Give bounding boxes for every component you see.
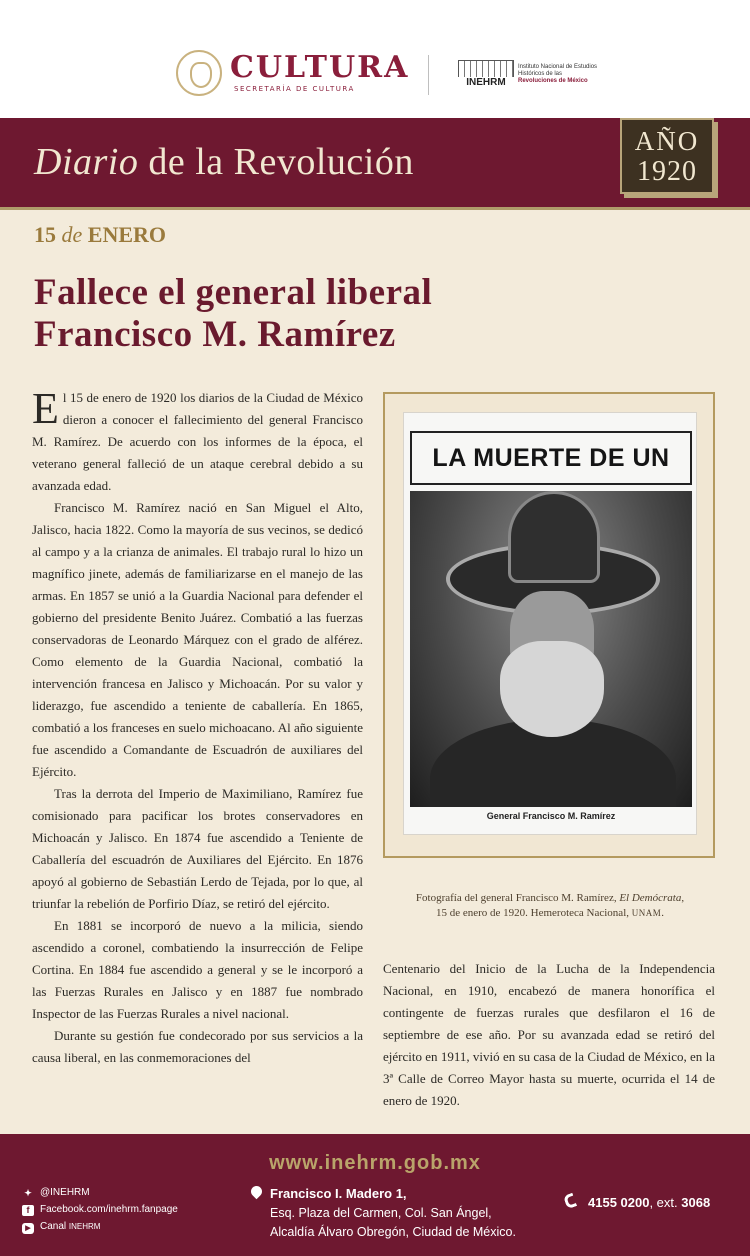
youtube-prefix: Canal bbox=[40, 1221, 69, 1232]
phone-main: 4155 0200 bbox=[588, 1195, 650, 1210]
general-portrait-image bbox=[410, 491, 692, 807]
article-paragraph: En 1881 se incorporó de nuevo a la milicia, siendo ascendido a coronel, combatiendo la insurrección de Felipe Cortina. En 1884 fue ascendido a general y se le incorporó a las Fuerzas Rurales en Jalisco y en 1887 fue nombrado Inspector de las Fuerzas Rurales a nivel nacional. bbox=[32, 918, 363, 1021]
youtube-link[interactable] bbox=[22, 1220, 100, 1234]
caption-end: . bbox=[661, 907, 665, 919]
facebook-link[interactable] bbox=[22, 1203, 178, 1217]
youtube-icon: ▶ bbox=[22, 1223, 34, 1234]
cultura-subtitle: SECRETARÍA DE CULTURA bbox=[234, 85, 355, 93]
article-column-right bbox=[383, 958, 715, 1112]
year-value: 1920 bbox=[637, 156, 697, 187]
date-day: 15 bbox=[34, 222, 56, 247]
drop-cap: E bbox=[32, 384, 59, 433]
youtube-channel: INEHRM bbox=[68, 1222, 101, 1231]
cultura-logo-text[interactable]: CULTURA bbox=[230, 50, 410, 85]
year-label: AÑO bbox=[634, 126, 700, 156]
inehrm-description bbox=[518, 64, 598, 85]
newspaper-photo[interactable] bbox=[403, 412, 697, 835]
newspaper-photo-caption: General Francisco M. Ramírez bbox=[486, 811, 616, 821]
article-paragraph: Durante su gestión fue condecorado por sus servicios a la causa liberal, en las conmemoraciones del bbox=[32, 1028, 363, 1065]
newspaper-headline: LA MUERTE DE UN bbox=[410, 431, 692, 485]
article-date bbox=[34, 222, 166, 248]
twitter-handle: @INEHRM bbox=[40, 1187, 90, 1198]
facebook-url: Facebook.com/inehrm.fanpage bbox=[40, 1204, 178, 1215]
date-de: de bbox=[61, 222, 83, 247]
inehrm-desc-line1: Instituto Nacional de Estudios Históricos de las bbox=[518, 64, 598, 77]
year-badge bbox=[620, 118, 714, 194]
photo-caption bbox=[392, 891, 708, 921]
series-title-rest: de la Revolución bbox=[138, 141, 414, 183]
portrait-beard bbox=[500, 641, 604, 737]
caption-part1: Fotografía del general Francisco M. Ramírez, bbox=[415, 892, 620, 904]
phone-ext: 3068 bbox=[681, 1195, 711, 1210]
article-paragraph: Tras la derrota del Imperio de Maximiliano, Ramírez fue comisionado para pacificar los brotes conservadores en Michoacán y Jalisco. En 1874 fue ascendido a Teniente de Caballería del escuadrón de Auxiliares del Ejército. En 1876 apoyó al gobierno de Sebastián Lerdo de Tejada, por lo que, al triunfar la rebelión de Porfirio Díaz, se retiró del ejército. bbox=[32, 786, 363, 911]
sombrero-crown bbox=[508, 491, 600, 583]
phone-ext-label: , ext. bbox=[649, 1195, 682, 1210]
top-header bbox=[0, 0, 750, 118]
website-link[interactable]: www.inehrm.gob.mx bbox=[269, 1152, 481, 1174]
address-city: Alcaldía Álvaro Obregón, Ciudad de México. bbox=[270, 1225, 516, 1239]
inehrm-desc-line2: Revoluciones de México bbox=[518, 78, 588, 84]
article-column-left bbox=[32, 384, 363, 1069]
series-title-italic: Diario bbox=[34, 141, 139, 183]
headline-line1: Fallece el general liberal bbox=[34, 272, 433, 313]
phone-number[interactable] bbox=[588, 1195, 710, 1210]
facebook-icon: f bbox=[22, 1205, 34, 1216]
coat-of-arms-icon bbox=[176, 50, 222, 96]
article-paragraph bbox=[32, 384, 363, 497]
twitter-icon: ✦ bbox=[24, 1188, 32, 1198]
date-month: ENERO bbox=[87, 222, 167, 247]
address-street: Francisco I. Madero 1, bbox=[270, 1186, 407, 1201]
caption-line2: 15 de enero de 1920. Hemeroteca Nacional, bbox=[435, 907, 632, 919]
caption-part2: , bbox=[681, 892, 685, 904]
paragraph-1-text: l 15 de enero de 1920 los diarios de la Ciudad de México dieron a conocer el fallecimiento del general Francisco M. Ramírez. De acuerdo con los informes de la época, el veterano general falleció de un ataque cerebral debido a su avanzada edad. bbox=[32, 390, 363, 493]
address-colony: Esq. Plaza del Carmen, Col. San Ángel, bbox=[270, 1206, 492, 1220]
footer bbox=[0, 1134, 750, 1256]
twitter-link[interactable] bbox=[22, 1186, 90, 1200]
article-paragraph: Centenario del Inicio de la Lucha de la Independencia Nacional, en 1910, encabezó de manera honorífica el contingente de fuerzas rurales que desfilaron el 16 de septiembre de ese año. Por su avanzada edad se retiró del ejército en 1911, vivió en su casa de la Ciudad de México, en la 3ª Calle de Correo Mayor hasta su muerte, ocurrida el 14 de enero de 1920. bbox=[383, 961, 715, 1108]
article-headline bbox=[34, 272, 594, 356]
location-pin-icon bbox=[249, 1184, 265, 1200]
series-title bbox=[34, 140, 414, 184]
inehrm-logo-text[interactable]: INEHRM bbox=[458, 77, 514, 88]
logo-divider bbox=[428, 55, 429, 95]
phone-icon bbox=[563, 1193, 577, 1210]
caption-source: El Demócrata bbox=[619, 892, 682, 904]
article-paragraph: Francisco M. Ramírez nació en San Miguel el Alto, Jalisco, hacia 1822. Como la mayoría de sus vecinos, se dedicó al campo y a la crianza de animales. El trabajo rural lo hizo un magnífico jinete, además de familiarizarse en el manejo de las armas. En 1857 se unió a la Guardia Nacional para defender el gobierno del presidente Benito Juárez. Combatió a las fuerzas conservadoras de Leonardo Márquez con el grado de alférez. Como elemento de la Guardia Nacional, combatió la intervención francesa en Jalisco y Michoacán. Por su valor y liderazgo, fue ascendido a teniente de caballería. En 1865, combatió a los franceses en suelo michoacano. Al año siguiente fue ascendido a Comandante de Escuadrón de auxiliares del Ejército. bbox=[32, 500, 363, 779]
headline-line2: Francisco M. Ramírez bbox=[34, 314, 396, 355]
caption-unam: UNAM bbox=[631, 908, 662, 918]
